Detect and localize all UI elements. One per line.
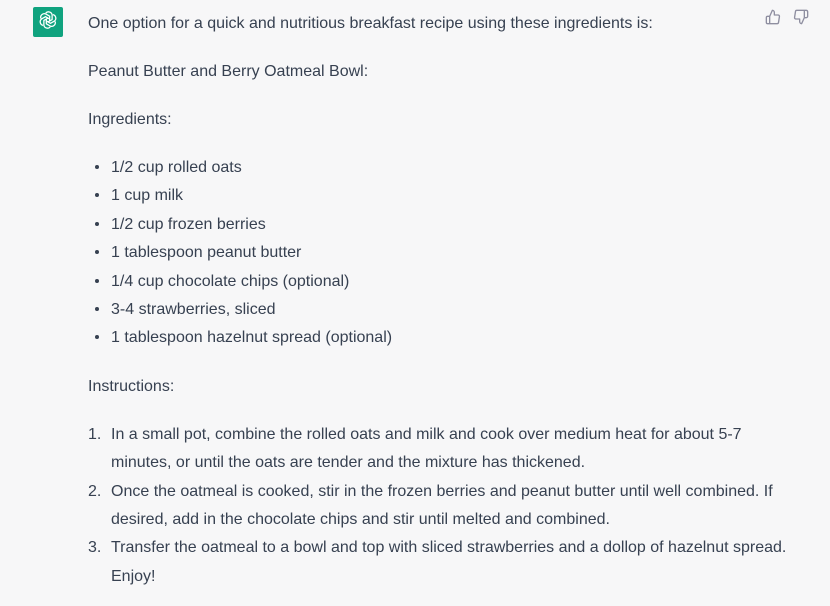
step-number: 1. — [88, 425, 102, 443]
list-item — [88, 296, 788, 324]
step-text: In a small pot, combine the rolled oats and milk and cook over medium heat for about 5-7 minutes, or until the oats are tender and the mixture has thickened. — [111, 425, 742, 472]
bullet-icon — [95, 279, 99, 283]
list-item — [88, 211, 788, 239]
recipe-title: Peanut Butter and Berry Oatmeal Bowl: — [88, 63, 369, 80]
openai-logo-icon — [37, 9, 59, 36]
ingredients-list — [88, 154, 788, 353]
list-item — [88, 154, 788, 182]
bullet-icon — [95, 335, 99, 339]
instructions-list — [88, 421, 788, 591]
list-item — [88, 182, 788, 210]
assistant-avatar — [33, 7, 63, 37]
message-content — [88, 10, 788, 591]
bullet-icon — [95, 165, 99, 169]
intro-text: One option for a quick and nutritious breakfast recipe using these ingredients is: — [88, 15, 653, 32]
ingredient-text: 1 tablespoon peanut butter — [111, 244, 302, 262]
bullet-icon — [95, 193, 99, 197]
list-item — [88, 421, 788, 478]
thumbs-down-button[interactable] — [792, 10, 810, 28]
step-text: Transfer the oatmeal to a bowl and top with sliced strawberries and a dollop of hazelnut spread. Enjoy! — [111, 539, 787, 585]
bullet-icon — [95, 222, 99, 226]
ingredient-text: 1 tablespoon hazelnut spread (optional) — [111, 329, 393, 347]
bullet-icon — [95, 307, 99, 311]
list-item — [88, 268, 788, 296]
step-number: 2. — [88, 482, 102, 500]
ingredient-text: 1/4 cup chocolate chips (optional) — [111, 272, 350, 290]
ingredient-text: 1/2 cup frozen berries — [111, 215, 266, 233]
bullet-icon — [95, 250, 99, 254]
list-item — [88, 239, 788, 267]
ingredient-text: 1/2 cup rolled oats — [111, 159, 242, 176]
ingredients-heading: Ingredients: — [88, 111, 172, 128]
instructions-heading: Instructions: — [88, 377, 175, 395]
ingredient-text: 3-4 strawberries, sliced — [111, 301, 276, 319]
thumbs-down-icon — [793, 9, 809, 30]
step-text: Once the oatmeal is cooked, stir in the frozen berries and peanut butter until well combined. If desired, add in the chocolate chips and stir until melted and combined. — [111, 482, 773, 529]
list-item — [88, 478, 788, 535]
step-number: 3. — [88, 539, 102, 557]
ingredient-text: 1 cup milk — [111, 187, 184, 205]
list-item — [88, 324, 788, 352]
list-item — [88, 534, 788, 591]
